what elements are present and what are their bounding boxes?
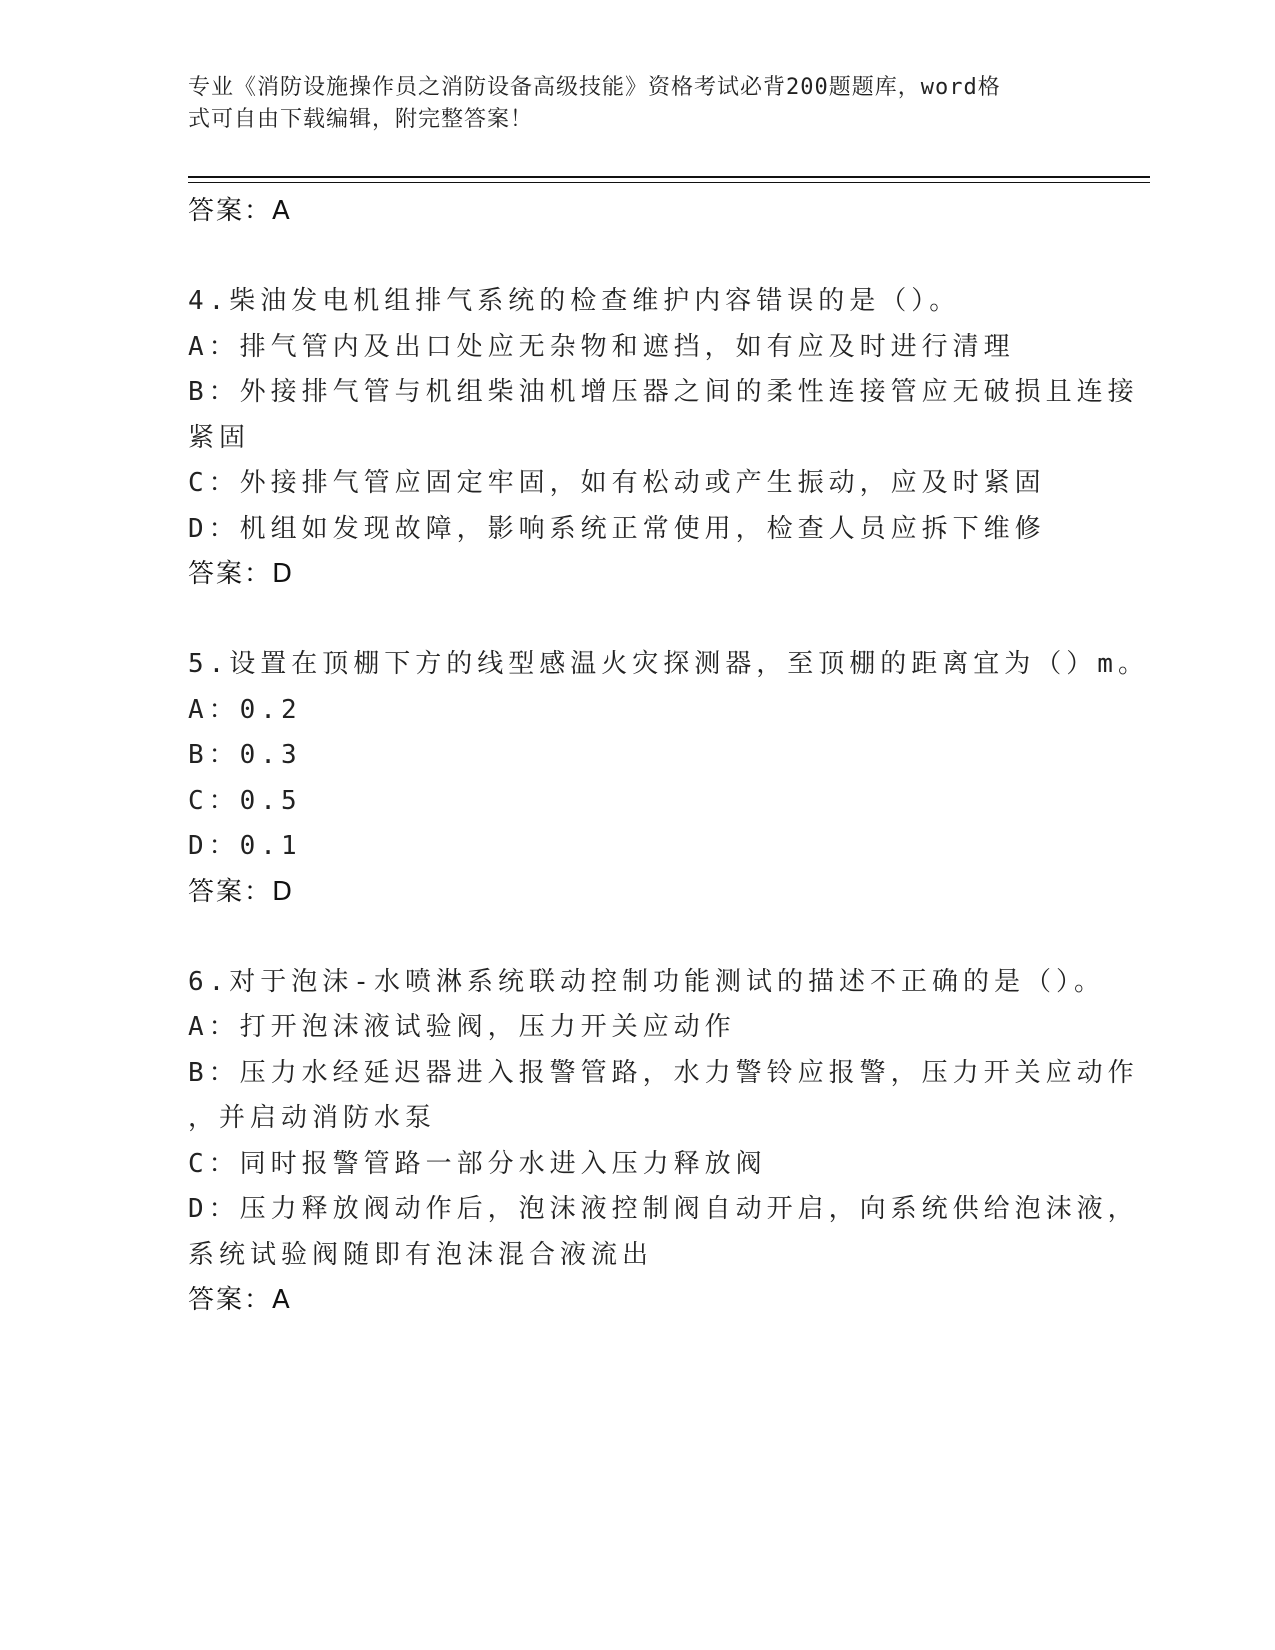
question-6: [188, 960, 1139, 1321]
question-4-option-b-cont: 紧固: [188, 422, 251, 453]
question-4-option-d: D：机组如发现故障，影响系统正常使用，检查人员应拆下维修: [188, 513, 1046, 544]
question-6-option-d-cont: 系统试验阀随即有泡沫混合液流出: [188, 1239, 654, 1270]
question-5-option-a: A：0.2: [188, 694, 302, 725]
spacer: [188, 231, 1088, 279]
question-6-option-a: A：打开泡沫液试验阀，压力开关应动作: [188, 1012, 736, 1042]
question-5: [188, 642, 1149, 912]
question-6-option-b: B：压力水经延迟器进入报警管路，水力警铃应报警，压力开关应动作: [188, 1057, 1139, 1088]
question-4-option-a: A：排气管内及出口处应无杂物和遮挡，如有应及时进行清理: [188, 331, 1015, 362]
question-6-answer: 答案：A: [188, 1285, 292, 1315]
question-4-option-c: C：外接排气管应固定牢固，如有松动或产生振动，应及时紧固: [188, 468, 1046, 498]
question-4-answer: 答案：D: [188, 559, 295, 589]
question-5-answer: 答案：D: [188, 876, 295, 907]
question-6-option-b-cont: ，并启动消防水泵: [188, 1103, 437, 1133]
header-rule-thin: [188, 182, 1150, 183]
question-6-option-c: C：同时报警管路一部分水进入压力释放阀: [188, 1148, 767, 1179]
question-5-option-c: C：0.5: [188, 785, 302, 816]
page-header: [188, 72, 1068, 136]
header-line-1: 专业《消防设施操作员之消防设备高级技能》资格考试必背200题题库，word格: [188, 75, 1001, 100]
question-6-option-d: D：压力释放阀动作后，泡沫液控制阀自动开启，向系统供给泡沫液，: [188, 1194, 1139, 1224]
header-line-2: 式可自由下载编辑，附完整答案！: [188, 107, 534, 132]
question-5-stem: 5.设置在顶棚下方的线型感温火灾探测器，至顶棚的距离宜为（）m。: [188, 649, 1149, 679]
spacer: [188, 594, 1088, 642]
question-4: [188, 279, 1139, 594]
question-list: [188, 191, 1149, 1320]
header-rule-thick: [188, 176, 1150, 178]
question-5-option-d: D：0.1: [188, 831, 302, 861]
question-5-option-b: B：0.3: [188, 740, 302, 770]
question-4-option-b: B：外接排气管与机组柴油机增压器之间的柔性连接管应无破损且连接: [188, 377, 1139, 407]
spacer: [188, 912, 1088, 960]
answer-previous: 答案：A: [188, 196, 292, 226]
question-6-stem: 6.对于泡沫-水喷淋系统联动控制功能测试的描述不正确的是（）。: [188, 966, 1105, 997]
question-4-stem: 4.柴油发电机组排气系统的检查维护内容错误的是（）。: [188, 286, 961, 316]
